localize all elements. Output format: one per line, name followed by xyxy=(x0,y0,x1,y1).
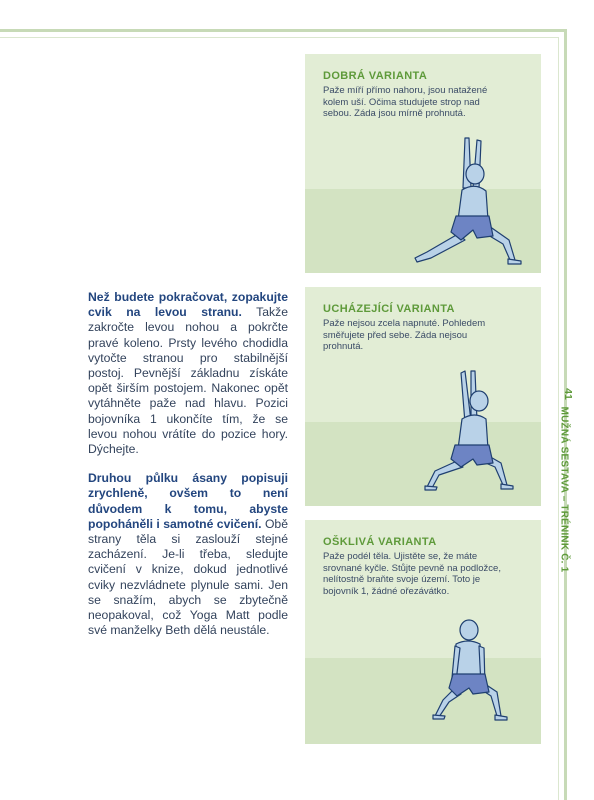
variant-title: OŠKLIVÁ VARIANTA xyxy=(323,536,437,548)
body-text xyxy=(88,290,288,652)
page-frame-top xyxy=(0,29,567,32)
variant-description: Paže míří přímo nahoru, jsou natažené kolem uší. Očima studujete strop nad sebou. Záda jsou mírně prohnutá. xyxy=(323,85,488,120)
page-frame-inner-top xyxy=(0,37,559,38)
variant-card-ugly xyxy=(305,520,541,744)
paragraph-2 xyxy=(88,471,288,638)
warrior-pose-ugly-figure xyxy=(305,520,541,744)
paragraph-1-rest: Takže zakročte levou nohou a pokrčte pravé koleno. Prsty levého chodidla vytočte stranou pro stabilnější postoj. Pevnější základnu získáte opět širším postojem. Nakonec opět vytáhněte paže nad hlavu. Pozici bojovníka 1 ukončíte tím, že se levou nohou vrátíte do pozice hory. Dýchejte. xyxy=(88,305,288,457)
page-number: 41 xyxy=(562,388,574,400)
variant-description: Paže podél těla. Ujistěte se, že máte srovnané kyčle. Stůjte pevně na podložce, nelítostně braňte svoje území. Toto je bojovník 1, žádné ořezávátko. xyxy=(323,551,501,597)
warrior-pose-fading-figure xyxy=(305,287,541,506)
paragraph-2-lead: Druhou půlku ásany popisuji zrychleně, ovšem to není důvodem k tomu, abyste popoháněli i samotné cvičení. xyxy=(88,471,288,531)
variant-card-fading xyxy=(305,287,541,506)
paragraph-1 xyxy=(88,290,288,457)
warrior-pose-good-figure xyxy=(305,54,541,273)
paragraph-2-rest: Obě strany těla si zaslouží stejné zacházení. Je-li třeba, sledujte cvičení v knize, dokud jednotlivé cviky nezvládnete plynule sami. Jen se snažím, abych se zbytečně neopakoval, což Yoga Matt podle své manželky Beth dělá neustále. xyxy=(88,516,288,638)
variant-description: Paže nejsou zcela napnuté. Pohledem směřujete před sebe. Záda nejsou prohnutá. xyxy=(323,318,486,353)
paragraph-1-lead: Než budete pokračovat, zopakujte cvik na levou stranu. xyxy=(88,290,288,320)
variant-card-good xyxy=(305,54,541,273)
variant-title: DOBRÁ VARIANTA xyxy=(323,70,428,82)
running-head: MUŽNÁ SESTAVA – TRÉNINK Č. 1 xyxy=(558,406,570,573)
variant-title: UCHÁZEJÍCÍ VARIANTA xyxy=(323,303,455,315)
